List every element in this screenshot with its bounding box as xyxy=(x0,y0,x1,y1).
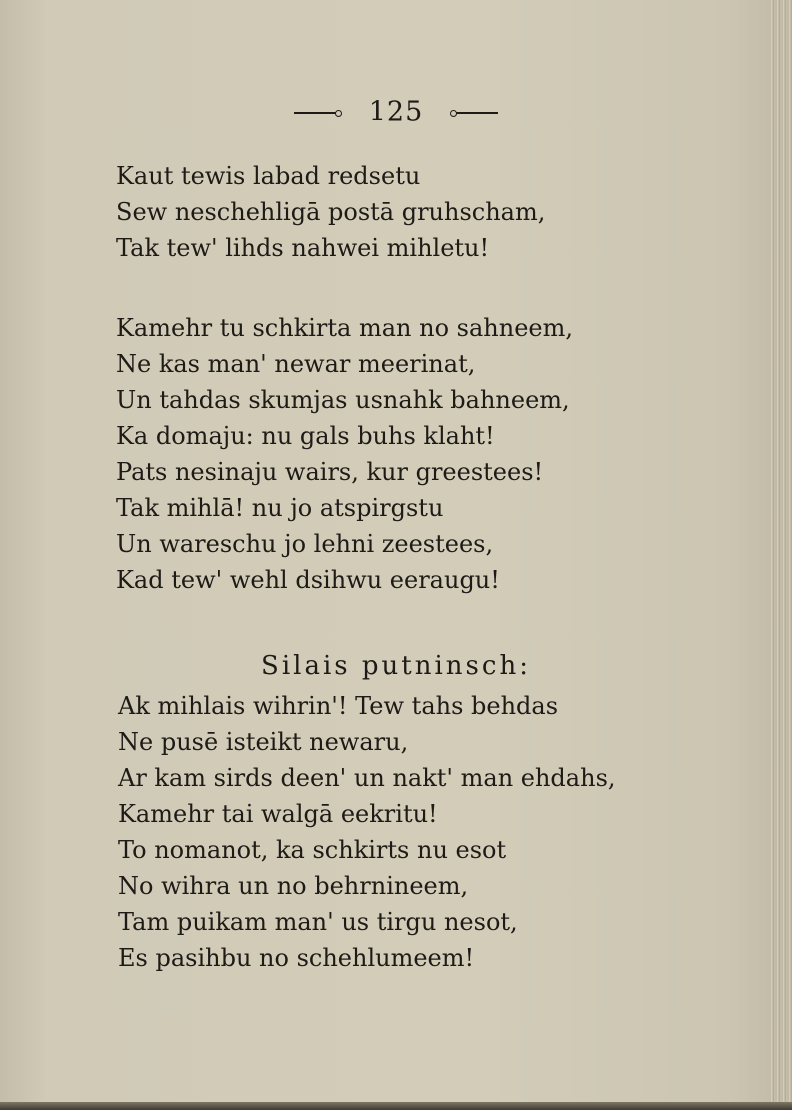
page-bottom-edge xyxy=(0,1102,792,1110)
page-header xyxy=(0,92,792,132)
verse-line: Kaut tewis labad redsetu xyxy=(116,162,421,190)
stanza-3 xyxy=(118,688,616,976)
verse-line: Ne kas man' newar meerinat, xyxy=(116,350,476,378)
verse-line: Ar kam sirds deen' un nakt' man ehdahs, xyxy=(118,764,616,792)
verse-line: Es pasihbu no schehlumeem! xyxy=(118,944,475,972)
verse-line: Sew neschehligā postā gruhscham, xyxy=(116,198,546,226)
verse-line: Un tahdas skumjas usnahk bahneem, xyxy=(116,386,570,414)
stanza-1 xyxy=(116,158,545,266)
verse-line: Ne pusē isteikt newaru, xyxy=(118,728,409,756)
verse-line: Kamehr tu schkirta man no sahneem, xyxy=(116,314,573,342)
verse-line: Ka domaju: nu gals buhs klaht! xyxy=(116,422,495,450)
section-heading: Silais putninsch: xyxy=(261,651,531,681)
verse-line: To nomanot, ka schkirts nu esot xyxy=(118,836,507,864)
verse-line: Tak tew' lihds nahwei mihletu! xyxy=(116,234,490,262)
verse-line: No wihra un no behrnineem, xyxy=(118,872,469,900)
page-number: 125 xyxy=(368,96,424,128)
verse-line: Kamehr tai walgā eekritu! xyxy=(118,800,438,828)
verse-line: Ak mihlais wihrin'! Tew tahs behdas xyxy=(118,692,559,720)
verse-line: Kad tew' wehl dsihwu eeraugu! xyxy=(116,566,500,594)
stanza-2 xyxy=(116,310,573,598)
verse-line: Pats nesinaju wairs, kur greestees! xyxy=(116,458,544,486)
page-binding-edge xyxy=(770,0,792,1110)
verse-line: Tak mihlā! nu jo atspirgstu xyxy=(116,494,444,522)
header-ornament-left xyxy=(294,112,338,114)
verse-line: Un wareschu jo lehni zeestees, xyxy=(116,530,494,558)
header-ornament-right xyxy=(454,112,498,114)
verse-line: Tam puikam man' us tirgu nesot, xyxy=(118,908,518,936)
